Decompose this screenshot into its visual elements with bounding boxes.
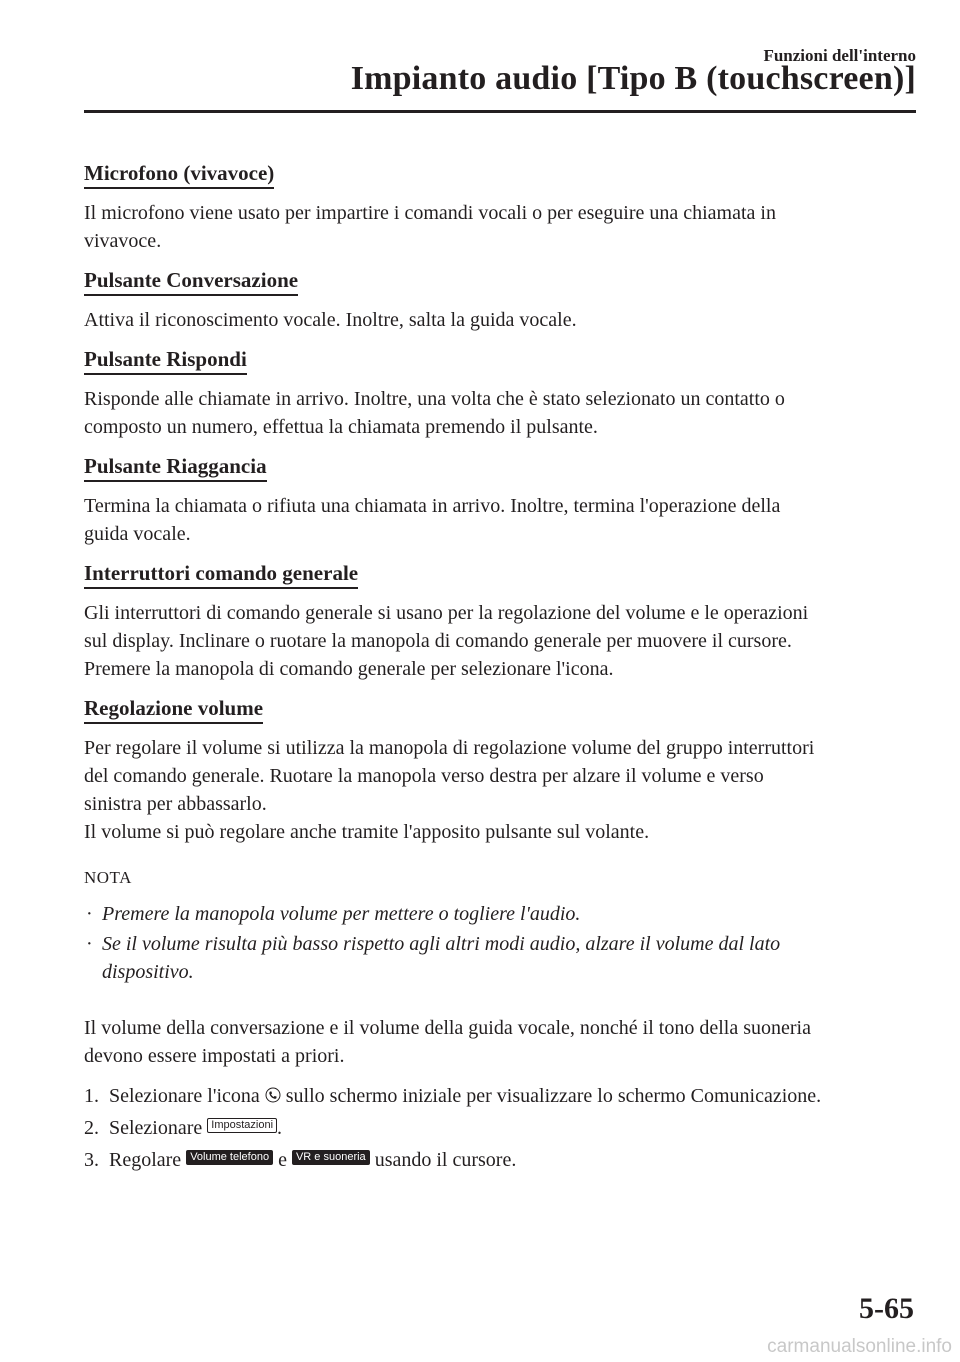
impostazioni-button[interactable]: Impostazioni [207, 1118, 277, 1133]
section-heading: Pulsante Rispondi [84, 347, 247, 375]
step-1: 1. Selezionare l'icona sullo schermo iniziale per visualizzare lo schermo Comunicazione. [84, 1085, 822, 1107]
volume-telefono-button[interactable]: Volume telefono [186, 1150, 273, 1165]
vr-suoneria-button[interactable]: VR e suoneria [292, 1150, 370, 1165]
section-body: Termina la chiamata o rifiuta una chiamata in arrivo. Inoltre, termina l'operazione della guida vocale. [84, 495, 781, 545]
section-body: Risponde alle chiamate in arrivo. Inoltre, una volta che è stato selezionato un contatto o composto un numero, effettua la chiamata premendo il pulsante. [84, 388, 785, 438]
main-content [84, 160, 920, 1178]
section-heading: Regolazione volume [84, 696, 263, 724]
section-name: Funzioni dell'interno [763, 46, 916, 65]
intro-paragraph: Il volume della conversazione e il volume della guida vocale, nonché il tono della suoneria devono essere impostati a priori. [84, 1017, 811, 1067]
section-rispondi [84, 346, 920, 441]
header-rule [84, 110, 916, 113]
section-body: Gli interruttori di comando generale si usano per la regolazione del volume e le operazioni sul display. Inclinare o ruotare la manopola di comando generale per muovere il cursore. Premere la manopola di comando generale per selezionare l'icona. [84, 602, 809, 680]
steps-list [84, 1082, 920, 1174]
section-body: Attiva il riconoscimento vocale. Inoltre, salta la guida vocale. [84, 309, 577, 331]
phone-icon [265, 1087, 281, 1103]
step-2: 2. Selezionare Impostazioni . [84, 1117, 283, 1139]
section-heading: Interruttori comando generale [84, 561, 358, 589]
step-3: 3. Regolare Volume telefono e VR e suoneria usando il cursore. [84, 1149, 517, 1171]
section-microfono [84, 160, 920, 255]
section-heading: Pulsante Conversazione [84, 268, 298, 296]
note-label: NOTA [84, 868, 132, 887]
bullet: · [86, 933, 93, 955]
note-list [84, 900, 920, 986]
section-volume [84, 695, 920, 846]
section-riaggancia [84, 453, 920, 548]
section-interruttori [84, 560, 920, 683]
section-heading: Microfono (vivavoce) [84, 161, 274, 189]
page-title: Impianto audio [Tipo B (touchscreen)] [350, 60, 916, 97]
watermark: carmanualsonline.info [767, 1336, 952, 1357]
section-body: Per regolare il volume si utilizza la manopola di regolazione volume del gruppo interruttori del comando generale. Ruotare la manopola verso destra per alzare il volume e verso sinistra per abbassarlo. Il volume si può regolare anche tramite l'apposito pulsante sul volante. [84, 737, 815, 843]
section-heading: Pulsante Riaggancia [84, 454, 267, 482]
note-item: · Se il volume risulta più basso rispetto agli altri modi audio, alzare il volume dal lato dispositivo. [84, 930, 920, 986]
section-conversazione [84, 267, 920, 334]
bullet: · [86, 903, 93, 925]
note-item: · Premere la manopola volume per mettere o togliere l'audio. [84, 900, 920, 928]
page-number: 5-65 [859, 1292, 914, 1325]
section-body: Il microfono viene usato per impartire i comandi vocali o per eseguire una chiamata in vivavoce. [84, 202, 776, 252]
